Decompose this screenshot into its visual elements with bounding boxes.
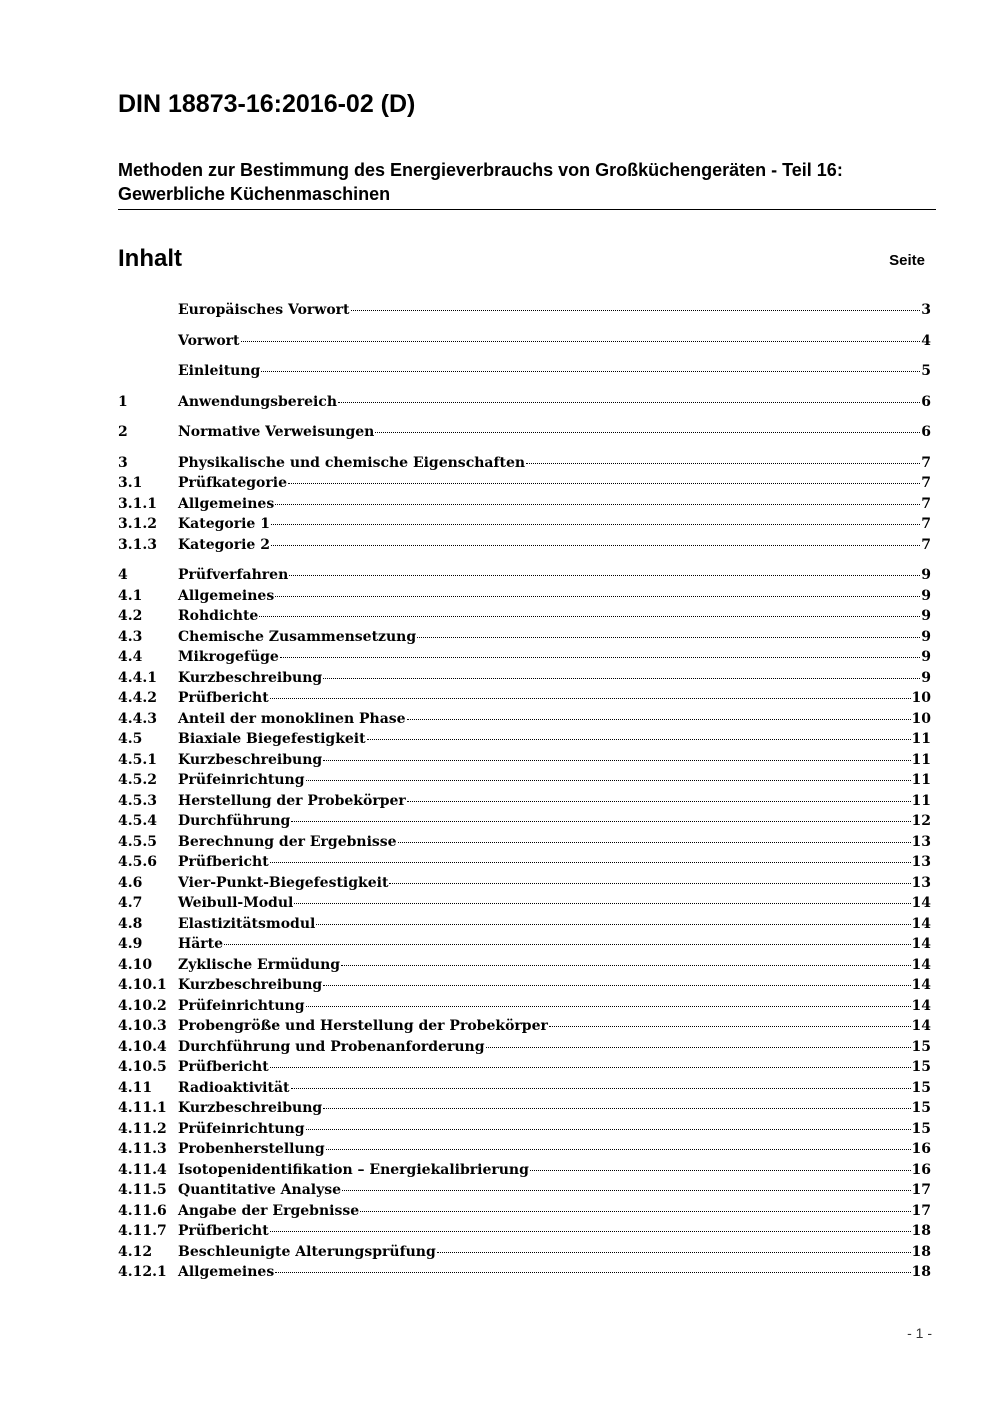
toc-entry-number: 3.1.3	[118, 536, 157, 553]
toc-dot-leader	[341, 964, 910, 966]
toc-entry[interactable]	[118, 567, 931, 588]
toc-entry-number: 4.4.1	[118, 669, 157, 686]
toc-dot-leader	[259, 615, 920, 617]
toc-entry[interactable]	[118, 793, 931, 814]
toc-entry[interactable]	[118, 1244, 931, 1265]
toc-dot-leader	[338, 401, 920, 403]
toc-entry-page: 7	[921, 495, 931, 512]
toc-dot-leader	[417, 636, 920, 638]
toc-entry-page: 9	[921, 669, 931, 686]
toc-entry-title: Anteil der monoklinen Phase	[178, 710, 406, 727]
toc-dot-leader	[275, 1271, 910, 1273]
toc-entry[interactable]	[118, 998, 931, 1019]
toc-entry-page: 13	[911, 854, 931, 870]
toc-entry[interactable]	[118, 629, 931, 650]
toc-entry-page: 11	[911, 731, 931, 747]
toc-entry-number: 3	[118, 454, 128, 471]
toc-entry-title: Allgemeines	[178, 587, 275, 604]
toc-entry-number: 4.12	[118, 1243, 153, 1260]
toc-entry-page: 10	[911, 690, 931, 706]
toc-entry[interactable]	[118, 1182, 931, 1203]
toc-dot-leader	[280, 656, 920, 658]
toc-entry[interactable]	[118, 772, 931, 793]
toc-entry-number: 4.11.7	[118, 1223, 167, 1239]
toc-dot-leader	[291, 820, 910, 822]
toc-entry-title: Zyklische Ermüdung	[178, 956, 341, 973]
toc-entry-title: Kurzbeschreibung	[178, 751, 323, 768]
toc-dot-leader	[526, 462, 920, 464]
toc-dot-leader	[306, 1005, 911, 1007]
toc-entry-number: 4.12.1	[118, 1264, 167, 1280]
toc-entry[interactable]	[118, 1203, 931, 1224]
toc-entry-title: Elastizitätsmodul	[178, 915, 316, 932]
toc-dot-leader	[367, 738, 911, 740]
toc-entry-page: 15	[911, 1038, 931, 1055]
toc-entry[interactable]	[118, 394, 931, 415]
toc-entry-number: 3.1.2	[118, 516, 157, 532]
toc-dot-leader	[270, 1066, 911, 1068]
toc-dot-leader	[261, 370, 920, 372]
toc-entry-page: 7	[921, 454, 931, 471]
toc-entry-title: Rohdichte	[178, 608, 259, 624]
toc-dot-leader	[389, 882, 910, 884]
toc-entry-number: 4.11	[118, 1079, 153, 1096]
toc-entry-title: Mikrogefüge	[178, 649, 279, 665]
toc-entry-number: 4.11.4	[118, 1161, 167, 1178]
toc-entry-number: 4.10.5	[118, 1059, 167, 1075]
toc-entry-number: 4.8	[118, 915, 143, 932]
toc-entry-title: Chemische Zusammensetzung	[178, 628, 417, 645]
toc-dot-leader	[288, 482, 920, 484]
toc-entry[interactable]	[118, 731, 931, 752]
toc-entry-number: 4.9	[118, 936, 143, 952]
toc-entry-number: 4.2	[118, 608, 143, 624]
toc-entry-number: 4.3	[118, 628, 143, 645]
toc-entry[interactable]	[118, 516, 931, 537]
toc-entry[interactable]	[118, 1141, 931, 1162]
toc-entry-number: 4	[118, 567, 128, 583]
toc-entry-number: 4.5.1	[118, 751, 157, 768]
toc-entry-title: Einleitung	[178, 363, 261, 379]
toc-entry-number: 4.5	[118, 731, 143, 747]
toc-heading: Inhalt	[118, 245, 182, 272]
toc-entry-title: Prüfverfahren	[178, 567, 289, 583]
toc-entry-title: Prüfkategorie	[178, 475, 287, 491]
toc-entry[interactable]	[118, 475, 931, 496]
toc-entry-title: Kurzbeschreibung	[178, 669, 323, 686]
toc-entry[interactable]	[118, 936, 931, 957]
toc-entry[interactable]	[118, 834, 931, 855]
toc-entry-page: 11	[911, 751, 931, 768]
toc-entry[interactable]	[118, 916, 931, 937]
toc-entry-page: 14	[911, 977, 931, 993]
toc-entry-title: Berechnung der Ergebnisse	[178, 833, 397, 850]
toc-entry[interactable]	[118, 895, 931, 916]
toc-entry[interactable]	[118, 1018, 931, 1039]
toc-entry[interactable]	[118, 752, 931, 773]
toc-dot-leader	[351, 309, 921, 311]
toc-entry-page: 16	[911, 1161, 931, 1178]
toc-entry-title: Prüfeinrichtung	[178, 1120, 305, 1137]
toc-entry-title: Beschleunigte Alterungsprüfung	[178, 1243, 436, 1260]
toc-entry-number: 4.6	[118, 874, 143, 891]
toc-entry-number: 4.5.2	[118, 772, 157, 788]
toc-entry-page: 15	[911, 1059, 931, 1075]
toc-dot-leader	[306, 1128, 911, 1130]
toc-entry[interactable]	[118, 1162, 931, 1183]
toc-entry-number: 4.7	[118, 895, 143, 911]
toc-entry[interactable]	[118, 1121, 931, 1142]
toc-entry-page: 4	[921, 332, 931, 349]
toc-entry-number: 4.4.3	[118, 710, 157, 727]
toc-dot-leader	[407, 800, 911, 802]
toc-entry[interactable]	[118, 537, 931, 558]
toc-entry-page: 6	[921, 393, 931, 410]
toc-entry-title: Prüfbericht	[178, 854, 269, 870]
toc-entry-title: Kategorie 1	[178, 516, 270, 532]
toc-dot-leader	[437, 1251, 911, 1253]
toc-dot-leader	[323, 984, 910, 986]
toc-entry[interactable]	[118, 977, 931, 998]
toc-entry-page: 7	[921, 475, 931, 491]
toc-entry[interactable]	[118, 608, 931, 629]
toc-entry[interactable]	[118, 588, 931, 609]
toc-entry-number: 4.11.2	[118, 1120, 167, 1137]
toc-entry-number: 1	[118, 393, 128, 410]
document-subtitle: Methoden zur Bestimmung des Energieverbrauchs von Großküchengeräten - Teil 16: Gewerbliche Küchenmaschinen	[118, 158, 936, 210]
toc-dot-leader	[360, 1210, 910, 1212]
toc-entry[interactable]	[118, 455, 931, 476]
toc-dot-leader	[275, 595, 920, 597]
toc-entry-number: 4.10.4	[118, 1038, 167, 1055]
toc-entry-page: 9	[921, 608, 931, 624]
toc-entry-title: Durchführung und Probenanforderung	[178, 1038, 485, 1055]
toc-entry-page: 3	[921, 302, 931, 318]
toc-entry[interactable]	[118, 813, 931, 834]
toc-dot-leader	[323, 759, 910, 761]
toc-entry-page: 14	[911, 895, 931, 911]
toc-entry-title: Kurzbeschreibung	[178, 977, 323, 993]
toc-entry-page: 16	[911, 1141, 931, 1157]
toc-entry-page: 14	[911, 956, 931, 973]
toc-entry-title: Kategorie 2	[178, 536, 270, 553]
toc-entry-number: 4.10	[118, 956, 153, 973]
table-of-contents	[118, 302, 931, 1285]
toc-entry-title: Anwendungsbereich	[178, 393, 337, 410]
toc-entry-title: Radioaktivität	[178, 1079, 290, 1096]
toc-dot-leader	[375, 431, 920, 433]
toc-entry[interactable]	[118, 670, 931, 691]
toc-entry-number: 4.11.6	[118, 1202, 167, 1219]
toc-entry-title: Durchführung	[178, 813, 291, 829]
toc-entry-title: Prüfeinrichtung	[178, 997, 305, 1014]
toc-entry-title: Vier-Punkt-Biegefestigkeit	[178, 874, 389, 891]
toc-entry-page: 14	[911, 936, 931, 952]
toc-entry-page: 15	[911, 1120, 931, 1137]
toc-dot-leader	[486, 1046, 911, 1048]
toc-entry-number: 4.4.2	[118, 690, 157, 706]
toc-dot-leader	[291, 1087, 911, 1089]
toc-entry-page: 9	[921, 628, 931, 645]
toc-entry-page: 10	[911, 710, 931, 727]
page-number: - 1 -	[907, 1325, 932, 1341]
toc-entry-title: Kurzbeschreibung	[178, 1100, 323, 1116]
toc-entry-title: Probengröße und Herstellung der Probekörper	[178, 1018, 548, 1034]
toc-dot-leader	[549, 1025, 911, 1027]
toc-entry[interactable]	[118, 302, 931, 323]
toc-entry[interactable]	[118, 1100, 931, 1121]
toc-entry-title: Prüfbericht	[178, 690, 269, 706]
toc-entry-number: 3.1.1	[118, 495, 157, 512]
toc-entry-page: 9	[921, 587, 931, 604]
toc-entry-number: 4.4	[118, 649, 143, 665]
toc-dot-leader	[323, 677, 920, 679]
toc-entry-title: Härte	[178, 936, 224, 952]
toc-dot-leader	[270, 861, 911, 863]
toc-entry[interactable]	[118, 1264, 931, 1285]
toc-entry-page: 17	[911, 1182, 931, 1198]
toc-entry[interactable]	[118, 496, 931, 517]
toc-dot-leader	[294, 902, 910, 904]
toc-entry-page: 12	[911, 813, 931, 829]
toc-entry[interactable]	[118, 711, 931, 732]
toc-dot-leader	[270, 1230, 911, 1232]
toc-entry-page: 13	[911, 874, 931, 891]
toc-dot-leader	[323, 1107, 910, 1109]
toc-entry-page: 11	[911, 792, 931, 809]
toc-entry-title: Physikalische und chemische Eigenschaften	[178, 454, 526, 471]
toc-entry-page: 18	[911, 1243, 931, 1260]
toc-entry-title: Isotopenidentifikation – Energiekalibrierung	[178, 1161, 529, 1178]
toc-entry-number: 4.10.2	[118, 997, 167, 1014]
toc-dot-leader	[289, 574, 920, 576]
toc-entry-page: 14	[911, 1018, 931, 1034]
toc-entry-title: Probenherstellung	[178, 1141, 325, 1157]
document-title: DIN 18873-16:2016-02 (D)	[118, 90, 416, 118]
toc-entry-number: 4.5.6	[118, 854, 157, 870]
toc-entry[interactable]	[118, 649, 931, 670]
toc-entry[interactable]	[118, 854, 931, 875]
toc-dot-leader	[270, 697, 911, 699]
toc-entry-page: 15	[911, 1100, 931, 1116]
toc-entry[interactable]	[118, 333, 931, 354]
toc-entry-title: Allgemeines	[178, 1264, 275, 1280]
toc-entry-title: Normative Verweisungen	[178, 424, 375, 440]
toc-entry[interactable]	[118, 363, 931, 384]
toc-dot-leader	[342, 1189, 911, 1191]
toc-entry-title: Quantitative Analyse	[178, 1182, 342, 1198]
toc-entry-page: 14	[911, 915, 931, 932]
toc-entry-number: 4.5.3	[118, 792, 157, 809]
toc-entry-title: Biaxiale Biegefestigkeit	[178, 731, 366, 747]
toc-entry-page: 14	[911, 997, 931, 1014]
toc-entry-title: Prüfbericht	[178, 1059, 269, 1075]
toc-entry[interactable]	[118, 957, 931, 978]
toc-entry-title: Europäisches Vorwort	[178, 302, 350, 318]
toc-page-column-label: Seite	[889, 252, 925, 269]
toc-dot-leader	[271, 544, 920, 546]
toc-entry-number: 4.11.1	[118, 1100, 167, 1116]
toc-entry[interactable]	[118, 1223, 931, 1244]
toc-entry-page: 9	[921, 649, 931, 665]
toc-dot-leader	[398, 841, 911, 843]
toc-entry-page: 5	[921, 363, 931, 379]
toc-entry[interactable]	[118, 690, 931, 711]
toc-entry-title: Weibull-Modul	[178, 895, 294, 911]
toc-entry-page: 18	[911, 1264, 931, 1280]
toc-entry-number: 4.10.1	[118, 977, 167, 993]
toc-entry-number: 4.11.3	[118, 1141, 167, 1157]
toc-entry-page: 6	[921, 424, 931, 440]
toc-entry[interactable]	[118, 1059, 931, 1080]
toc-entry-number: 4.5.5	[118, 833, 157, 850]
toc-entry[interactable]	[118, 1039, 931, 1060]
toc-entry-page: 13	[911, 833, 931, 850]
toc-entry-title: Angabe der Ergebnisse	[178, 1202, 360, 1219]
toc-dot-leader	[306, 779, 911, 781]
toc-entry-page: 15	[911, 1079, 931, 1096]
toc-entry-number: 4.1	[118, 587, 143, 604]
toc-entry-title: Prüfeinrichtung	[178, 772, 305, 788]
toc-dot-leader	[224, 943, 910, 945]
toc-dot-leader	[241, 340, 921, 342]
toc-entry[interactable]	[118, 1080, 931, 1101]
toc-entry-page: 17	[911, 1202, 931, 1219]
toc-entry-page: 7	[921, 536, 931, 553]
toc-dot-leader	[271, 523, 920, 525]
toc-entry[interactable]	[118, 424, 931, 445]
toc-dot-leader	[316, 923, 910, 925]
toc-entry-page: 7	[921, 516, 931, 532]
toc-dot-leader	[326, 1148, 911, 1150]
toc-entry-number: 4.5.4	[118, 813, 157, 829]
toc-dot-leader	[275, 503, 920, 505]
toc-entry-page: 9	[921, 567, 931, 583]
toc-entry[interactable]	[118, 875, 931, 896]
toc-entry-number: 2	[118, 424, 128, 440]
toc-entry-title: Prüfbericht	[178, 1223, 269, 1239]
toc-entry-title: Vorwort	[178, 332, 240, 349]
toc-entry-page: 18	[911, 1223, 931, 1239]
toc-dot-leader	[407, 718, 911, 720]
toc-entry-title: Allgemeines	[178, 495, 275, 512]
toc-entry-number: 4.11.5	[118, 1182, 167, 1198]
toc-dot-leader	[530, 1169, 911, 1171]
toc-entry-number: 3.1	[118, 475, 143, 491]
toc-entry-page: 11	[911, 772, 931, 788]
toc-entry-number: 4.10.3	[118, 1018, 167, 1034]
toc-entry-title: Herstellung der Probekörper	[178, 792, 406, 809]
